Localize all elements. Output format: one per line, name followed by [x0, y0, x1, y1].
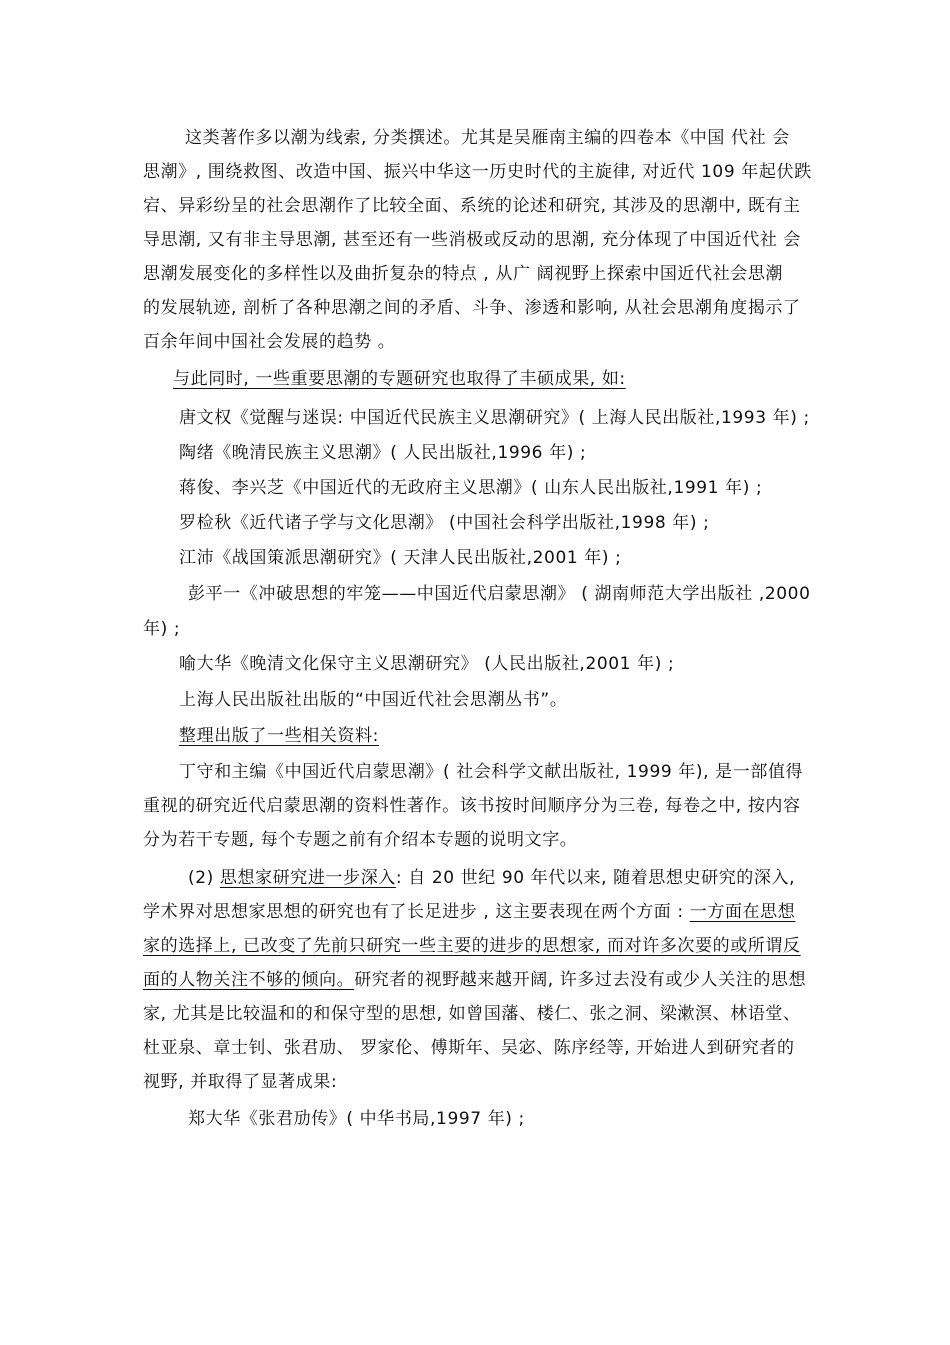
intro-line-4: 导思潮, 又有非主导思潮, 甚至还有一些消极或反动的思潮, 充分体现了中国近代社 会 [143, 230, 802, 250]
materials-line-2: 重视的研究近代启蒙思潮的资料性著作。该书按时间顺序分为三卷, 每卷之中, 按内容 [143, 796, 801, 816]
section2-number: (2) [188, 868, 220, 888]
study-item-8: 上海人民出版社出版的“中国近代社会思潮丛书”。 [179, 690, 568, 710]
section2-line-5: 家, 尤其是比较温和的和保守型的思想, 如曾国藩、楼仁、张之洞、梁漱溟、林语堂、 [143, 1004, 801, 1024]
section2-line-4-a: 面的人物关注不够的倾向。 [143, 970, 355, 990]
section2-line-2-b: 一方面在思想 [689, 902, 796, 922]
study-item-4: 罗检秋《近代诸子学与文化思潮》 (中国社会科学出版社,1998 年) ; [179, 513, 710, 533]
study-item-6: 彭平一《冲破思想的牢笼——中国近代启蒙思潮》 ( 湖南师范大学出版社 ,2000 [188, 584, 811, 604]
materials-heading: 整理出版了一些相关资料: [179, 726, 379, 746]
section2-line-7: 视野, 并取得了显著成果: [143, 1072, 338, 1092]
special-studies-heading: 与此同时, 一些重要思潮的专题研究也取得了丰硕成果, 如: [173, 369, 626, 389]
section2-line-2-a: 学术界对思想家思想的研究也有了长足进步 , 这主要表现在两个方面 : [143, 902, 690, 922]
study-item-7: 喻大华《晚清文化保守主义思潮研究》 (人民出版社,2001 年) ; [179, 654, 675, 674]
section2-line-1-rest: : 自 20 世纪 90 年代以来, 随着思想史研究的深入, [395, 868, 796, 888]
section2-item-1: 郑大华《张君劢传》( 中华书局,1997 年) ; [188, 1109, 525, 1129]
section2-line-6: 杜亚泉、章士钊、张君劢、 罗家伦、傅斯年、吴宓、陈序经等, 开始进人到研究者的 [143, 1038, 795, 1058]
study-item-5: 江沛《战国策派思潮研究》( 天津人民出版社,2001 年) ; [179, 548, 622, 568]
materials-line-1: 丁守和主编《中国近代启蒙思潮》( 社会科学文献出版社, 1999 年), 是一部值得 [179, 762, 804, 782]
section2-line-4 [143, 969, 806, 991]
section2-title: 思想家研究进一步深入 [219, 868, 396, 888]
section2-line-1 [188, 867, 795, 889]
study-item-3: 蒋俊、李兴芝《中国近代的无政府主义思潮》( 山东人民出版社,1991 年) ; [179, 478, 763, 498]
intro-line-2: 思潮》, 围绕救图、改造中国、振兴中华这一历史时代的主旋律, 对近代 109 年起伏跌 [143, 162, 812, 182]
intro-line-3: 宕、异彩纷呈的社会思潮作了比较全面、系统的论述和研究, 其涉及的思潮中, 既有主 [143, 196, 801, 216]
intro-line-7: 百余年间中国社会发展的趋势 。 [143, 332, 396, 352]
materials-line-3: 分为若干专题, 每个专题之前有介绍本专题的说明文字。 [143, 830, 578, 850]
section2-line-3: 家的选择上, 已改变了先前只研究一些主要的进步的思想家, 而对许多次要的或所谓反 [143, 936, 801, 956]
intro-line-1: 这类著作多以潮为线索, 分类撰述。尤其是吴雁南主编的四卷本《中国 代社 会 [185, 128, 790, 148]
section2-line-2 [143, 901, 795, 923]
study-item-2: 陶绪《晚清民族主义思潮》( 人民出版社,1996 年) ; [179, 443, 587, 463]
study-item-1: 唐文权《觉醒与迷误: 中国近代民族主义思潮研究》( 上海人民出版社,1993 年) ; [179, 408, 810, 428]
intro-line-6: 的发展轨迹, 剖析了各种思潮之间的矛盾、斗争、渗透和影响, 从社会思潮角度揭示了 [143, 298, 801, 318]
intro-line-5: 思潮发展变化的多样性以及曲折复杂的特点 , 从广 阔视野上探索中国近代社会思潮 [143, 264, 784, 284]
section2-line-4-b: 研究者的视野越来越开阔, 许多过去没有或少人关注的思想 [354, 970, 807, 990]
study-item-6-cont: 年) ; [143, 619, 181, 639]
